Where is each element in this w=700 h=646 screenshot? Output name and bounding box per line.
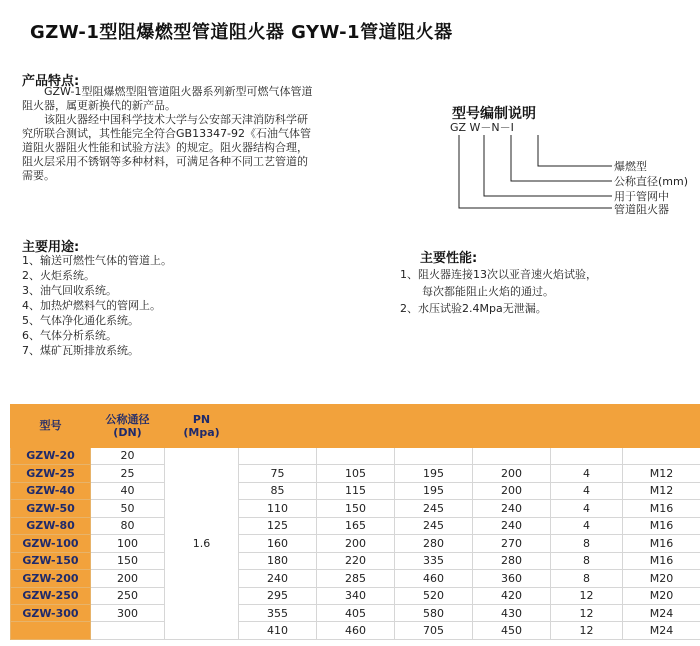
performance-heading: 主要性能: [420, 251, 478, 266]
cell [623, 447, 700, 464]
cell: 75 [239, 465, 317, 482]
table-row [11, 517, 700, 534]
cell-model: GZW-40 [11, 482, 91, 499]
table-row [11, 622, 700, 640]
model-code-label-network: 用于管网中 [614, 190, 669, 203]
model-code-label-diameter: 公称直径(mm) [614, 175, 689, 188]
features-line: 阻火器，属更新换代的新产品。 [22, 99, 176, 112]
cell-model: GZW-250 [11, 587, 91, 604]
model-code-label-deflagration: 爆燃型 [614, 160, 647, 173]
cell: 105 [317, 465, 395, 482]
table-row [11, 535, 700, 552]
cell: 85 [239, 482, 317, 499]
cell: 280 [395, 535, 473, 552]
cell: 450 [473, 622, 551, 640]
uses-item: 2、火炬系统。 [22, 269, 95, 282]
features-line: 该阻火器经中国科学技术大学与公安部天津消防科学研 [44, 113, 308, 126]
uses-item: 4、加热炉燃料气的管网上。 [22, 299, 161, 312]
header-blank [395, 405, 473, 448]
cell: M16 [623, 500, 700, 517]
table-row [11, 552, 700, 569]
uses-item: 7、煤矿瓦斯排放系统。 [22, 344, 139, 357]
table-row [11, 465, 700, 482]
cell: 580 [395, 604, 473, 621]
header-blank [239, 405, 317, 448]
cell: 150 [317, 500, 395, 517]
cell: 8 [551, 570, 623, 587]
cell: 200 [317, 535, 395, 552]
performance-list [400, 266, 700, 317]
model-code-heading: 型号编制说明 [452, 106, 536, 122]
cell: M16 [623, 535, 700, 552]
cell: 460 [317, 622, 395, 640]
cell: M24 [623, 622, 700, 640]
cell: 4 [551, 482, 623, 499]
uses-item: 6、气体分析系统。 [22, 329, 117, 342]
cell-dn: 40 [91, 482, 165, 499]
cell: 110 [239, 500, 317, 517]
cell: 165 [317, 517, 395, 534]
cell-model: GZW-150 [11, 552, 91, 569]
cell-model: GZW-25 [11, 465, 91, 482]
cell: 200 [473, 465, 551, 482]
cell-dn: 25 [91, 465, 165, 482]
cell: 520 [395, 587, 473, 604]
cell: 12 [551, 622, 623, 640]
cell-dn: 150 [91, 552, 165, 569]
cell: M12 [623, 465, 700, 482]
cell: 335 [395, 552, 473, 569]
cell: 180 [239, 552, 317, 569]
table-row [11, 570, 700, 587]
features-line: 道阻火器阻火性能和试验方法》的规定。阻火器结构合理， [22, 141, 308, 154]
model-code-diagram [440, 118, 700, 218]
cell: 340 [317, 587, 395, 604]
model-code-string: GZ W－N－I [450, 121, 514, 134]
cell [317, 447, 395, 464]
cell: 295 [239, 587, 317, 604]
cell: 410 [239, 622, 317, 640]
uses-heading: 主要用途: [22, 240, 80, 255]
cell: 195 [395, 465, 473, 482]
header-blank [623, 405, 700, 448]
cell-dn [91, 622, 165, 640]
cell: 200 [473, 482, 551, 499]
cell: 240 [473, 500, 551, 517]
cell: 8 [551, 535, 623, 552]
header-pn: PN (Mpa) [165, 405, 239, 448]
cell: 285 [317, 570, 395, 587]
cell-model: GZW-300 [11, 604, 91, 621]
features-line: GZW-1型阻爆燃型阻管道阻火器系列新型可燃气体管道 [44, 85, 313, 98]
cell-dn: 50 [91, 500, 165, 517]
cell-model [11, 622, 91, 640]
header-dn: 公称通径 (DN) [91, 405, 165, 448]
cell: 705 [395, 622, 473, 640]
cell: 160 [239, 535, 317, 552]
cell: 4 [551, 465, 623, 482]
cell [239, 447, 317, 464]
cell-dn: 20 [91, 447, 165, 464]
cell-dn: 100 [91, 535, 165, 552]
cell: 125 [239, 517, 317, 534]
cell: 220 [317, 552, 395, 569]
table-row [11, 604, 700, 621]
cell: 240 [473, 517, 551, 534]
cell: M20 [623, 587, 700, 604]
header-blank [473, 405, 551, 448]
cell: 280 [473, 552, 551, 569]
model-code-label-arrester: 管道阻火器 [614, 203, 669, 216]
uses-item: 5、气体净化通化系统。 [22, 314, 139, 327]
cell-dn: 250 [91, 587, 165, 604]
table-row [11, 447, 700, 464]
table-row [11, 482, 700, 499]
features-heading: 产品特点: [22, 74, 80, 89]
performance-item: 每次都能阻止火焰的通过。 [422, 285, 554, 298]
header-model: 型号 [11, 405, 91, 448]
cell: 240 [239, 570, 317, 587]
cell: 245 [395, 500, 473, 517]
header-blank [317, 405, 395, 448]
performance-item: 2、水压试验2.4Mpa无泄漏。 [400, 302, 547, 315]
cell: 4 [551, 517, 623, 534]
cell: 195 [395, 482, 473, 499]
features-text [22, 85, 392, 183]
cell: 460 [395, 570, 473, 587]
cell: 420 [473, 587, 551, 604]
page-title: GZW-1型阻爆燃型管道阻火器 GYW-1管道阻火器 [30, 22, 453, 43]
features-line: 需要。 [22, 169, 55, 182]
cell: 12 [551, 587, 623, 604]
cell: 4 [551, 500, 623, 517]
cell: M16 [623, 552, 700, 569]
table-header-row [11, 405, 700, 448]
cell: 430 [473, 604, 551, 621]
header-blank [551, 405, 623, 448]
cell-model: GZW-80 [11, 517, 91, 534]
cell-dn: 300 [91, 604, 165, 621]
table-row [11, 587, 700, 604]
table-row [11, 500, 700, 517]
uses-list [22, 253, 322, 358]
cell: M20 [623, 570, 700, 587]
cell: 360 [473, 570, 551, 587]
cell: M16 [623, 517, 700, 534]
cell: 12 [551, 604, 623, 621]
cell: 405 [317, 604, 395, 621]
features-line: 阻火层采用不锈钢等多种材料，可满足各种不同工艺管道的 [22, 155, 308, 168]
model-code-connector-lines [459, 135, 612, 208]
cell-dn: 80 [91, 517, 165, 534]
cell-pn: 1.6 [165, 447, 239, 639]
cell: M12 [623, 482, 700, 499]
uses-item: 1、输送可燃性气体的管道上。 [22, 254, 172, 267]
features-line: 究所联合测试，其性能完全符合GB13347-92《石油气体管 [22, 127, 312, 140]
cell-model: GZW-20 [11, 447, 91, 464]
cell [551, 447, 623, 464]
cell-model: GZW-200 [11, 570, 91, 587]
performance-item: 1、阻火器连接13次以亚音速火焰试验， [400, 268, 597, 281]
cell [473, 447, 551, 464]
cell-model: GZW-100 [11, 535, 91, 552]
cell-dn: 200 [91, 570, 165, 587]
cell: 355 [239, 604, 317, 621]
cell: 115 [317, 482, 395, 499]
cell: 245 [395, 517, 473, 534]
uses-item: 3、油气回收系统。 [22, 284, 117, 297]
cell-model: GZW-50 [11, 500, 91, 517]
cell: 270 [473, 535, 551, 552]
cell: M24 [623, 604, 700, 621]
spec-table [10, 404, 700, 640]
cell [395, 447, 473, 464]
cell: 8 [551, 552, 623, 569]
